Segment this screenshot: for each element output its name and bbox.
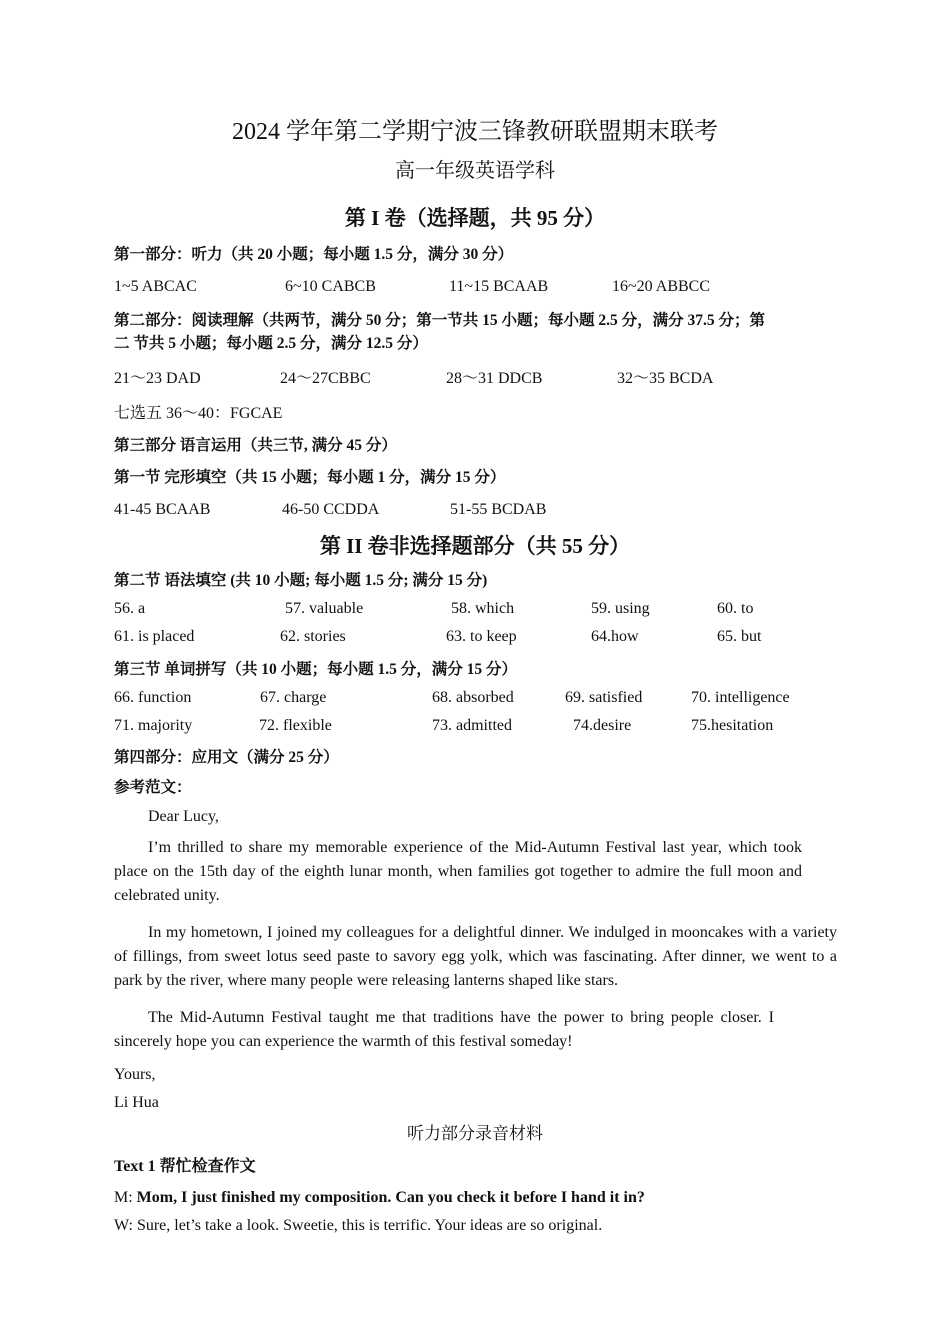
spelling-answer: 67. charge [260,689,327,706]
volume1-heading: 第 I 卷（选择题，共 95 分） [344,206,606,230]
part1-answer: 11~15 BCAAB [449,278,549,295]
writing-heading: 第四部分：应用文（满分 25 分） [114,749,339,766]
sample-label: 参考范文： [114,779,192,796]
spelling-answer: 71. majority [114,717,193,734]
letter-paragraph [114,1006,774,1054]
spelling-answer: 73. admitted [432,717,512,734]
script-line-text: Mom, I just finished my composition. Can you check it before I hand it in? [136,1189,645,1206]
exam-subtitle: 高一年级英语学科 [395,160,555,182]
exam-title: 2024 学年第二学期宁波三锋教研联盟期末联考 [232,119,718,145]
grammar-answer: 65. but [717,628,762,645]
spelling-answer: 75.hesitation [691,717,774,734]
grammar-answer: 56. a [114,600,146,617]
script-line-text: Sure, let’s take a look. Sweetie, this is terrific. Your ideas are so original. [136,1217,603,1234]
letter-closing: Yours, [114,1066,156,1083]
letter-paragraph-text: In my hometown, I joined my colleagues for a delightful dinner. We indulged in mooncakes with a variety of fillings, from sweet lotus seed paste to savory egg yolk, which was fascinating. After dinner, we went to a park by the river, where many people were releasing lanterns shaped like stars. [114,924,837,989]
grammar-answer: 64.how [591,628,639,645]
letter-paragraph-text: I’m thrilled to share my memorable experience of the Mid-Autumn Festival last year, which took place on the 15th day of the eighth lunar month, when families got together to admire the full moon and celebrated unity. [114,839,802,904]
part2-answer: 21～23 DAD [114,370,201,387]
listening-script-heading: 听力部分录音材料 [407,1124,543,1143]
grammar-heading: 第二节 语法填空 (共 10 小题; 每小题 1.5 分; 满分 15 分) [114,572,488,589]
grammar-answer: 60. to [717,600,754,617]
text1-heading: Text 1 帮忙检查作文 [114,1158,256,1175]
cloze-answer: 41-45 BCAAB [114,501,211,518]
letter-signature: Li Hua [114,1094,159,1111]
part3-heading: 第三部分 语言运用（共三节, 满分 45 分） [114,437,397,454]
letter-paragraph [114,921,837,993]
cloze-answer: 46-50 CCDDA [282,501,380,518]
part1-heading: 第一部分：听力（共 20 小题；每小题 1.5 分，满分 30 分） [114,246,514,263]
part2-answer: 32～35 BCDA [617,370,714,387]
grammar-answer: 57. valuable [285,600,364,617]
cloze-answer: 51-55 BCDAB [450,501,547,518]
letter-paragraph-text: The Mid-Autumn Festival taught me that traditions have the power to bring people closer. I sincerely hope you can experience the warmth of this festival someday! [114,1009,774,1050]
script-line [114,1188,645,1208]
part2-heading-line1: 第二部分：阅读理解（共两节，满分 50 分；第一节共 15 小题；每小题 2.5 分，满分 37.5 分；第 [114,312,766,329]
grammar-answer: 63. to keep [446,628,517,645]
part2-answer: 28～31 DDCB [446,370,543,387]
volume2-heading: 第 II 卷非选择题部分（共 55 分） [319,534,631,558]
spelling-answer: 72. flexible [259,717,332,734]
spelling-answer: 69. satisfied [565,689,643,706]
speaker-label: M: [114,1189,137,1206]
letter-paragraph [114,836,802,908]
part1-answer: 1~5 ABCAC [114,278,197,295]
part2-answer: 24～27CBBC [280,370,371,387]
grammar-answer: 58. which [451,600,515,617]
script-line [114,1216,602,1236]
spelling-answer: 70. intelligence [691,689,790,706]
spelling-answer: 74.desire [573,717,632,734]
speaker-label: W: [114,1217,137,1234]
spelling-answer: 68. absorbed [432,689,514,706]
spelling-heading: 第三节 单词拼写（共 10 小题；每小题 1.5 分，满分 15 分） [114,661,518,678]
part1-answer: 6~10 CABCB [285,278,376,295]
cloze-heading: 第一节 完形填空（共 15 小题；每小题 1 分，满分 15 分） [114,469,506,486]
part2-heading-line2: 二 节共 5 小题；每小题 2.5 分，满分 12.5 分） [114,335,428,352]
letter-greeting: Dear Lucy, [148,808,219,825]
seven-five-answers: 七选五 36～40：FGCAE [114,405,283,422]
grammar-answer: 62. stories [280,628,346,645]
grammar-answer: 61. is placed [114,628,195,645]
spelling-answer: 66. function [114,689,192,706]
grammar-answer: 59. using [591,600,650,617]
part1-answer: 16~20 ABBCC [612,278,711,295]
